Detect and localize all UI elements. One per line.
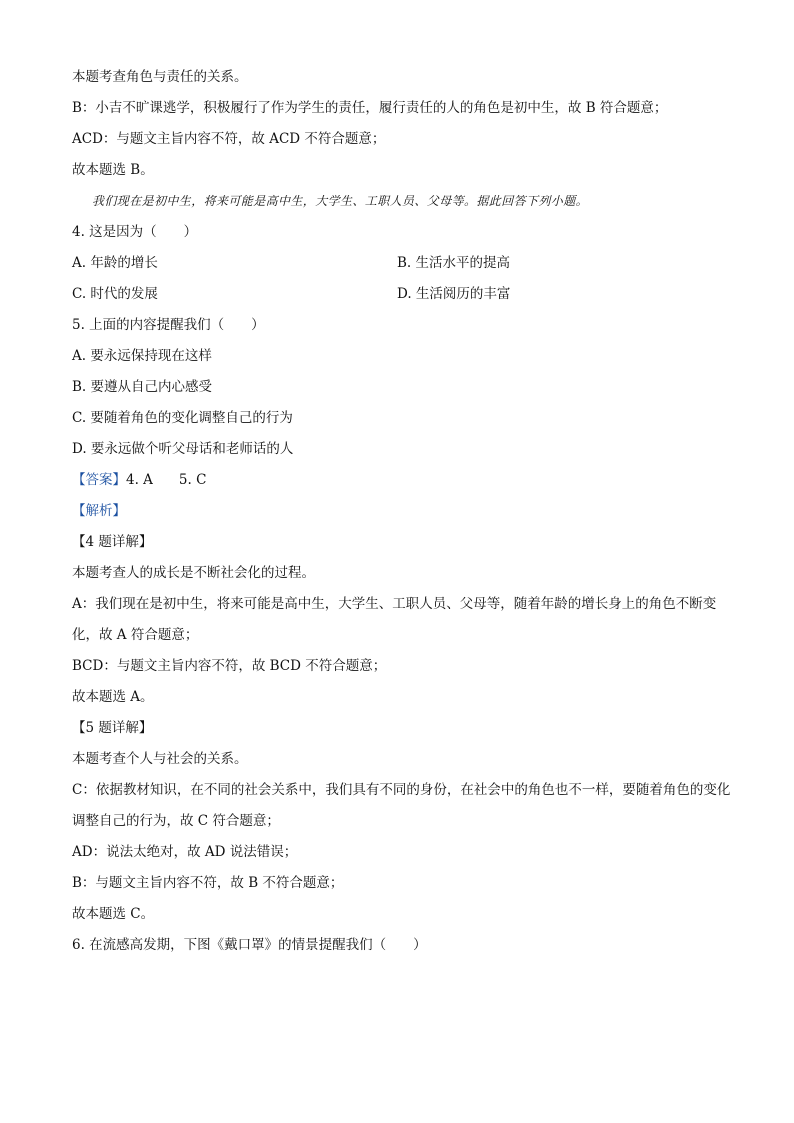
option-b: B. 要遵从自己内心感受	[72, 379, 213, 395]
question-5-stem: 5. 上面的内容提醒我们（ ）	[72, 317, 265, 333]
answer-4: 4. A	[126, 472, 153, 488]
detail-4-line: BCD：与题文主旨内容不符，故 BCD 不符合题意；	[72, 658, 387, 674]
option-c: C. 时代的发展	[72, 286, 158, 302]
detail-5-heading: 【5 题详解】	[72, 720, 153, 736]
option-d: D. 生活阅历的丰富	[397, 286, 511, 302]
document-page	[72, 62, 732, 961]
detail-4-line: 故本题选 A。	[72, 689, 154, 705]
detail-5-line: 本题考查个人与社会的关系。	[72, 751, 248, 767]
question-4-stem: 4. 这是因为（ ）	[72, 224, 198, 240]
option-d: D. 要永远做个听父母话和老师话的人	[72, 441, 294, 457]
explanation-line: B：小吉不旷课逃学，积极履行了作为学生的责任，履行责任的人的角色是初中生，故 B 符合题意；	[72, 100, 668, 116]
option-a: A. 要永远保持现在这样	[72, 348, 212, 364]
detail-4-heading: 【4 题详解】	[72, 534, 153, 550]
explanation-line: 本题考查角色与责任的关系。	[72, 69, 248, 85]
question-6-stem: 6. 在流感高发期，下图《戴口罩》的情景提醒我们（ ）	[72, 937, 427, 953]
question-4-options-row-2	[72, 279, 732, 310]
detail-5-line: C：依据教材知识，在不同的社会关系中，我们具有不同的身份，在社会中的角色也不一样，要随着角色的变化调整自己的行为，故 C 符合题意；	[72, 782, 731, 829]
option-c: C. 要随着角色的变化调整自己的行为	[72, 410, 293, 426]
detail-5-line: B：与题文主旨内容不符，故 B 不符合题意；	[72, 875, 344, 891]
analysis-tag: 【解析】	[72, 503, 126, 519]
answer-line	[72, 465, 732, 496]
option-a: A. 年龄的增长	[72, 255, 158, 271]
reading-material: 我们现在是初中生，将来可能是高中生，大学生、工职人员、父母等。据此回答下列小题。	[92, 194, 589, 208]
option-b: B. 生活水平的提高	[397, 255, 511, 271]
answer-5: 5. C	[178, 472, 207, 488]
detail-5-line: 故本题选 C。	[72, 906, 155, 922]
analysis-line	[72, 496, 732, 527]
detail-5-line: AD：说法太绝对，故 AD 说法错误；	[72, 844, 298, 860]
answer-tag: 【答案】	[72, 472, 126, 488]
detail-4-line: 本题考查人的成长是不断社会化的过程。	[72, 565, 315, 581]
question-4-options-row-1	[72, 248, 732, 279]
detail-4-line: A：我们现在是初中生，将来可能是高中生，大学生、工职人员、父母等，随着年龄的增长身上的角色不断变化，故 A 符合题意；	[72, 596, 717, 643]
explanation-line: ACD：与题文主旨内容不符，故 ACD 不符合题意；	[72, 131, 386, 147]
explanation-line: 故本题选 B。	[72, 162, 154, 178]
